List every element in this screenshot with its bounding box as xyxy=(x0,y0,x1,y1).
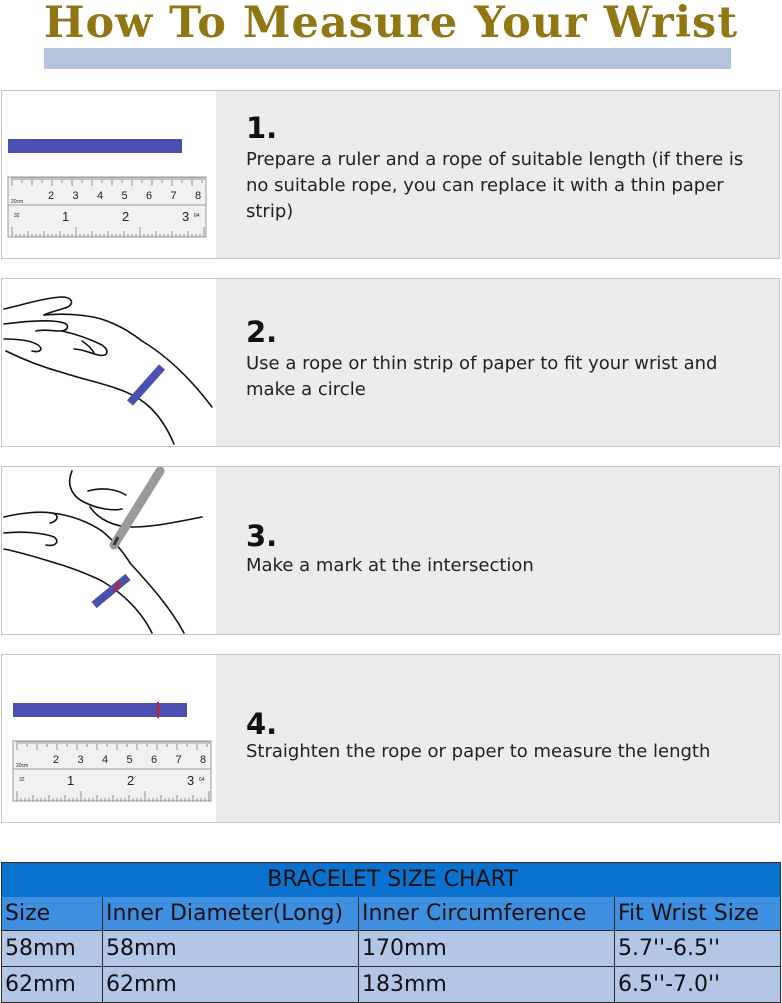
ruler-top-label: 8 xyxy=(200,754,207,766)
step-2-panel xyxy=(1,278,780,447)
step-4-description: Straighten the rope or paper to measure the length xyxy=(246,741,711,762)
cell-fit-wrist-size: 6.5''-7.0'' xyxy=(615,967,781,1003)
step-1-number: 1. xyxy=(246,111,278,145)
step-3-panel xyxy=(1,466,780,635)
step-2-text-area xyxy=(216,279,779,446)
ruler-bottom-label: 3 xyxy=(187,773,195,788)
ruler-bottom-left-label: 32 xyxy=(14,213,20,219)
hand-outline xyxy=(4,297,212,444)
ruler-top-label: 5 xyxy=(121,190,128,202)
step-4-illustration xyxy=(2,655,216,822)
hand-marking-illustration xyxy=(2,467,216,636)
step-4-number: 4. xyxy=(246,707,278,741)
ruler-unit-label: 20cm xyxy=(11,199,24,205)
ruler-top-label: 3 xyxy=(77,754,84,766)
size-chart-header-row xyxy=(2,897,781,931)
step-1-description: Prepare a ruler and a rope of suitable length (if there is no suitable rope, you can replace it with a thin paper strip) xyxy=(246,149,744,222)
ruler-top-label: 7 xyxy=(170,190,177,202)
ruler-bottom-left-label: 32 xyxy=(19,777,25,783)
step-4-text-area xyxy=(216,655,779,822)
ruler-top-label: 2 xyxy=(53,754,60,766)
size-chart-caption: BRACELET SIZE CHART xyxy=(2,863,781,897)
rope-and-ruler-illustration xyxy=(2,655,216,824)
step-2-illustration xyxy=(2,279,216,446)
header-inner-circumference: Inner Circumference xyxy=(359,897,615,931)
cell-size: 58mm xyxy=(2,931,103,967)
cell-inner-circumference: 170mm xyxy=(359,931,615,967)
bracelet-size-chart xyxy=(1,862,781,1003)
header-fit-wrist-size: Fit Wrist Size xyxy=(615,897,781,931)
rope-strip xyxy=(8,139,182,153)
hand-with-rope-illustration xyxy=(2,279,216,448)
ruler-and-rope-illustration xyxy=(2,91,216,260)
table-row xyxy=(2,967,781,1003)
ruler-top-label: 2 xyxy=(48,190,55,202)
ruler-bottom-label: 1 xyxy=(62,209,70,224)
step-4-panel xyxy=(1,654,780,823)
size-chart-caption-row xyxy=(2,863,781,897)
ruler-bottom-right-label: 64 xyxy=(194,213,200,219)
step-1-text-area xyxy=(216,91,779,258)
step-1-panel xyxy=(1,90,780,259)
ruler-unit-label: 20cm xyxy=(16,763,29,769)
step-3-number: 3. xyxy=(246,519,278,553)
ruler-bottom-label: 3 xyxy=(182,209,190,224)
step-3-text-area xyxy=(216,467,779,634)
step-1-illustration xyxy=(2,91,216,258)
ruler-bottom-label: 2 xyxy=(127,773,135,788)
ruler-top-label: 4 xyxy=(97,190,104,202)
cell-inner-circumference: 183mm xyxy=(359,967,615,1003)
ruler-bottom-label: 1 xyxy=(67,773,75,788)
ruler-top-label: 6 xyxy=(146,190,153,202)
cell-fit-wrist-size: 5.7''-6.5'' xyxy=(615,931,781,967)
rope-around-wrist xyxy=(94,577,128,605)
pencil-icon xyxy=(114,471,160,545)
header-size: Size xyxy=(2,897,103,931)
step-2-description: Use a rope or thin strip of paper to fit your wrist and make a circle xyxy=(246,353,718,400)
step-3-description: Make a mark at the intersection xyxy=(246,555,534,576)
header-inner-diameter: Inner Diameter(Long) xyxy=(103,897,359,931)
ruler-top-label: 3 xyxy=(72,190,79,202)
cell-inner-diameter: 62mm xyxy=(103,967,359,1003)
rope-strip xyxy=(13,703,187,717)
table-row xyxy=(2,931,781,967)
ruler xyxy=(8,177,206,237)
step-3-illustration xyxy=(2,467,216,634)
title-underline-bar xyxy=(44,48,731,69)
hands-outline xyxy=(4,471,202,633)
ruler-top-label: 8 xyxy=(195,190,202,202)
ruler-top-label: 6 xyxy=(151,754,158,766)
rope-around-wrist xyxy=(130,367,162,403)
ruler-top-label: 4 xyxy=(102,754,109,766)
ruler-top-label: 7 xyxy=(175,754,182,766)
ruler-bottom-right-label: 64 xyxy=(199,777,205,783)
cell-inner-diameter: 58mm xyxy=(103,931,359,967)
ruler xyxy=(13,741,211,801)
page-title: How To Measure Your Wrist xyxy=(43,0,739,48)
cell-size: 62mm xyxy=(2,967,103,1003)
ruler-bottom-label: 2 xyxy=(122,209,130,224)
step-2-number: 2. xyxy=(246,315,278,349)
ruler-top-label: 5 xyxy=(126,754,133,766)
